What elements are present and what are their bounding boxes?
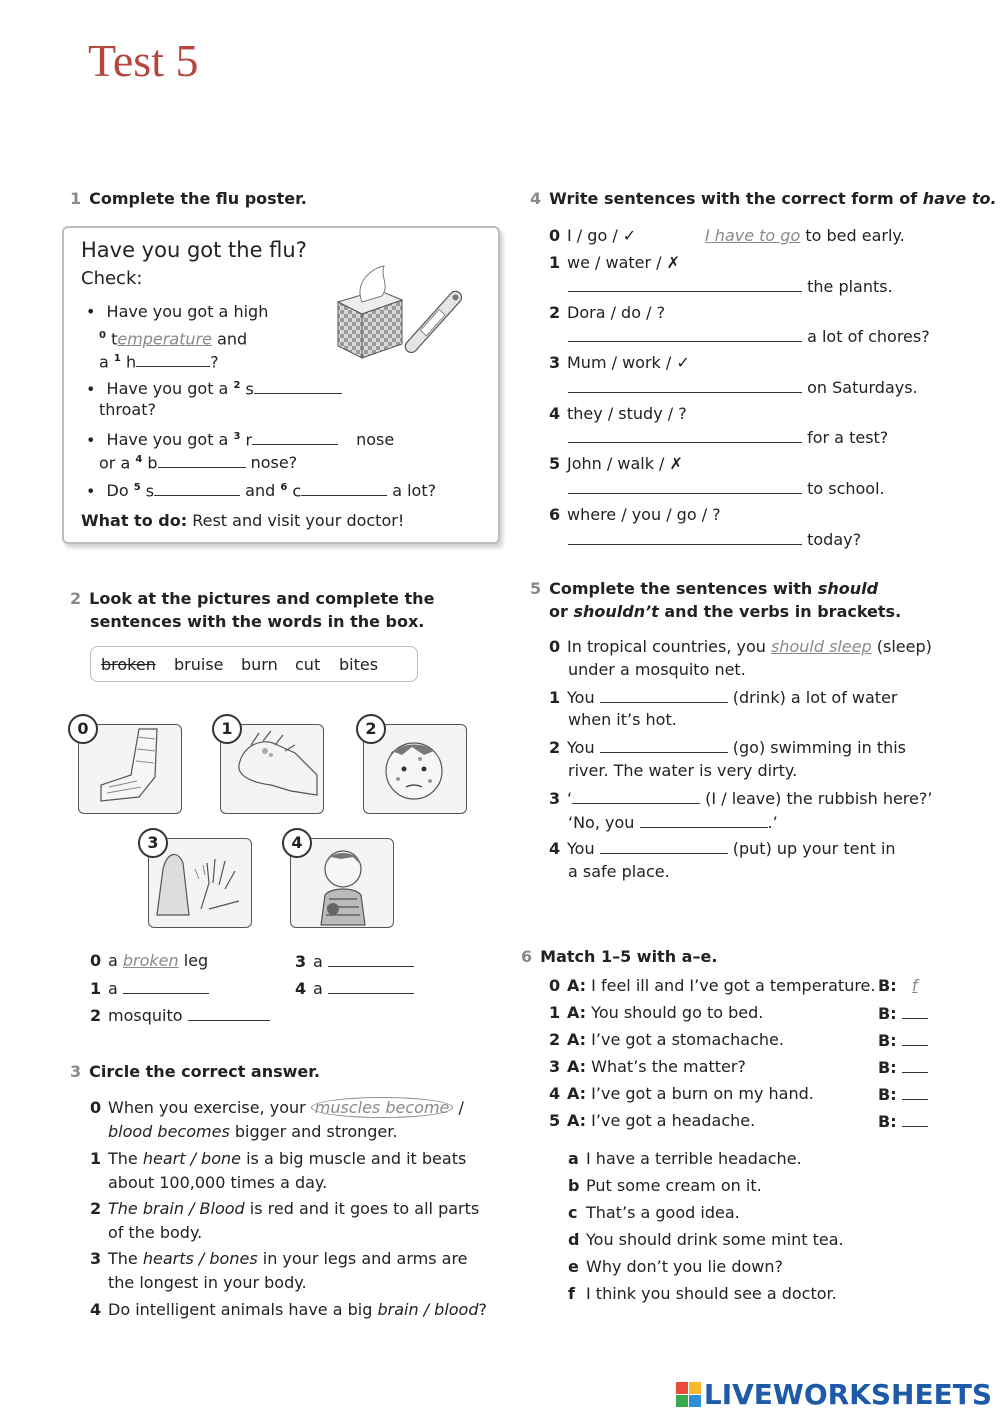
ex5-q4-line-2: a safe place. [568,862,670,881]
ex4-blank-3[interactable] [568,377,802,393]
ex2-blank-2[interactable] [188,1005,270,1021]
word-bites: bites [339,655,379,674]
ex3-q4: 4 Do intelligent animals have a big brain / blood? [90,1300,487,1319]
ex5-q0-line-2: under a mosquito net. [568,660,746,679]
ex6-blank-1[interactable] [902,1003,928,1019]
ex2-item-2: 2 mosquito [90,1005,270,1026]
page-title: Test 5 [88,35,199,86]
word-bruise: bruise [174,655,224,674]
ex5-q3: 3 ‘ (I / leave) the rubbish here?’ [549,789,933,808]
ex2-number: 2 [70,589,82,608]
ex6-option-a: a I have a terrible headache. [568,1149,802,1168]
ex6-answer-5: B: [878,1111,928,1132]
ex6-option-b: b Put some cream on it. [568,1176,762,1195]
ex2-item-0: 0 a broken leg [90,951,209,970]
logo-icon [676,1382,702,1408]
poster-what-to-do: What to do: Rest and visit your doctor! [81,511,405,530]
ex4-q5: 5 John / walk / ✗ [549,454,683,473]
ex4-q3-line: on Saturdays. [568,377,918,398]
ex2-blank-4[interactable] [328,978,414,994]
ex3-q3: 3 The hearts / bones in your legs and arms are [90,1249,468,1268]
picture-label-4: 4 [282,828,312,858]
tissue-thermometer-illustration [332,262,472,362]
ex3-q2-line-2: of the body. [108,1223,203,1242]
ex6-dialog-3: 3 A: What’s the matter? [549,1057,746,1076]
ex6-dialog-4: 4 A: I’ve got a burn on my hand. [549,1084,814,1103]
liveworksheets-logo[interactable]: LIVEWORKSHEETS [676,1378,992,1411]
ex4-q2-line: a lot of chores? [568,326,930,347]
poster-bullet-1-line-2: $^0$ temperature and [99,329,248,349]
ex6-blank-2[interactable] [902,1030,928,1046]
ex1-heading [70,189,307,208]
ex6-answer-0: B: f [878,976,918,995]
ex4-q2: 2 Dora / do / ? [549,303,666,322]
ex4-q6: 6 where / you / go / ? [549,505,721,524]
ex4-q6-line: today? [568,529,861,550]
poster-bullet-2: • Have you got a $^2$ s [86,376,342,399]
ex6-blank-4[interactable] [902,1084,928,1100]
ex3-q4-options[interactable]: brain / blood [377,1300,479,1319]
blank-runny[interactable] [252,429,338,445]
ex3-heading: 3 Circle the correct answer. [70,1062,320,1081]
ex6-dialog-5: 5 A: I’ve got a headache. [549,1111,756,1130]
ex5-heading: 5 Complete the sentences with should or shouldn’t and the verbs in brackets. [530,579,902,621]
poster-bullet-4: • Do $^5$ s and $^6$ c a lot? [86,481,437,501]
word-burn: burn [241,655,278,674]
blank-blocked[interactable] [158,452,246,468]
ex4-blank-4[interactable] [568,427,802,443]
ex6-answer-4: B: [878,1084,928,1105]
ex5-blank-3b[interactable] [640,812,768,828]
ex6-option-f: f I think you should see a doctor. [568,1284,837,1303]
ex5-blank-3a[interactable] [572,788,700,804]
ex1-instruction: Complete the flu poster. [89,189,307,208]
word-cut: cut [295,655,321,674]
ex2-item-4: 4 a [295,978,414,999]
ex2-blank-3[interactable] [328,951,414,967]
blank-headache[interactable] [136,351,210,367]
ex4-q4-line: for a test? [568,427,888,448]
ex6-option-d: d You should drink some mint tea. [568,1230,844,1249]
ex2-heading: 2 Look at the pictures and complete the sentences with the words in the box. [70,589,435,631]
ex4-q1: 1 we / water / ✗ [549,253,681,272]
ex4-number: 4 [530,189,542,208]
ex3-q1-line-2: about 100,000 times a day. [108,1173,328,1192]
poster-bullet-3: • Have you got a $^3$ r nose [86,430,395,450]
ex3-q0-circled-answer: muscles become [311,1097,454,1118]
flu-poster [62,226,500,544]
ex5-blank-1[interactable] [600,687,728,703]
ex4-q3: 3 Mum / work / ✓ [549,353,690,372]
ex5-q4: 4 You (put) up your tent in [549,839,896,858]
ex2-item-1: 1 a [90,978,209,999]
picture-label-2: 2 [356,714,386,744]
ex1-number: 1 [70,189,82,208]
picture-label-1: 1 [212,714,242,744]
ex5-q1: 1 You (drink) a lot of water [549,688,898,707]
ex5-q0: 0 In tropical countries, you should sleep (sleep) [549,637,932,656]
ex3-q0: 0 When you exercise, your muscles become / [90,1098,464,1117]
ex5-q3-line-2: ‘No, you .’ [568,813,778,832]
ex4-heading: 4 Write sentences with the correct form of have to. [530,189,997,208]
ex4-blank-5[interactable] [568,478,802,494]
ex3-q0-line-2: blood becomes bigger and stronger. [108,1122,398,1141]
ex6-number: 6 [521,947,533,966]
picture-label-0: 0 [68,714,98,744]
ex3-q2-options[interactable]: The brain / Blood [108,1199,245,1218]
blank-sneeze[interactable] [154,480,240,496]
ex6-dialog-0: 0 A: I feel ill and I’ve got a temperature. [549,976,876,995]
ex3-q3-options[interactable]: hearts / bones [142,1249,258,1268]
ex5-q1-line-2: when it’s hot. [568,710,677,729]
ex3-number: 3 [70,1062,82,1081]
ex4-q0: 0 I / go / ✓ [549,226,637,245]
ex6-dialog-2: 2 A: I’ve got a stomachache. [549,1030,784,1049]
blank-cough[interactable] [301,480,387,496]
ex3-q1-options[interactable]: heart / bone [142,1149,241,1168]
ex6-heading: 6 Match 1–5 with a–e. [521,947,718,966]
ex4-blank-6[interactable] [568,529,802,545]
poster-bullet-1: • Have you got a high [86,302,269,321]
ex6-answer-1: B: [878,1003,928,1024]
poster-answer-temperature: emperature [117,329,212,349]
ex5-q2: 2 You (go) swimming in this [549,738,907,757]
word-box [90,646,418,682]
ex5-number: 5 [530,579,542,598]
ex2-blank-1[interactable] [123,978,209,994]
blank-sore[interactable] [254,378,342,394]
ex3-q2: 2 The brain / Blood is red and it goes to all parts [90,1199,480,1218]
ex5-blank-4[interactable] [600,838,728,854]
ex6-answer-2: B: [878,1030,928,1051]
word-broken: broken [101,655,156,674]
poster-check: Check: [81,268,143,289]
ex3-q3-line-2: the longest in your body. [108,1273,307,1292]
ex6-blank-5[interactable] [902,1111,928,1127]
poster-bullet-1-line-3: a $^1$ h ? [99,352,219,372]
ex6-option-e: e Why don’t you lie down? [568,1257,784,1276]
ex3-q1: 1 The heart / bone is a big muscle and it beats [90,1149,467,1168]
ex4-blank-2[interactable] [568,326,802,342]
ex4-q0-answer: I have to go to bed early. [705,226,905,245]
poster-bullet-3-line-2: or a $^4$ b nose? [99,453,298,473]
ex6-blank-3[interactable] [902,1057,928,1073]
picture-label-3: 3 [138,828,168,858]
ex4-q5-line: to school. [568,478,885,499]
ex6-answer-3: B: [878,1057,928,1078]
ex6-option-c: c That’s a good idea. [568,1203,740,1222]
poster-title: Have you got the flu? [81,238,307,262]
ex4-blank-1[interactable] [568,276,802,292]
ex5-blank-2[interactable] [600,737,728,753]
ex4-q4: 4 they / study / ? [549,404,687,423]
ex5-q2-line-2: river. The water is very dirty. [568,761,798,780]
ex6-dialog-1: 1 A: You should go to bed. [549,1003,764,1022]
ex4-q1-line: the plants. [568,276,893,297]
ex2-item-3: 3 a [295,951,414,972]
poster-bullet-2-line-2: throat? [99,400,156,419]
